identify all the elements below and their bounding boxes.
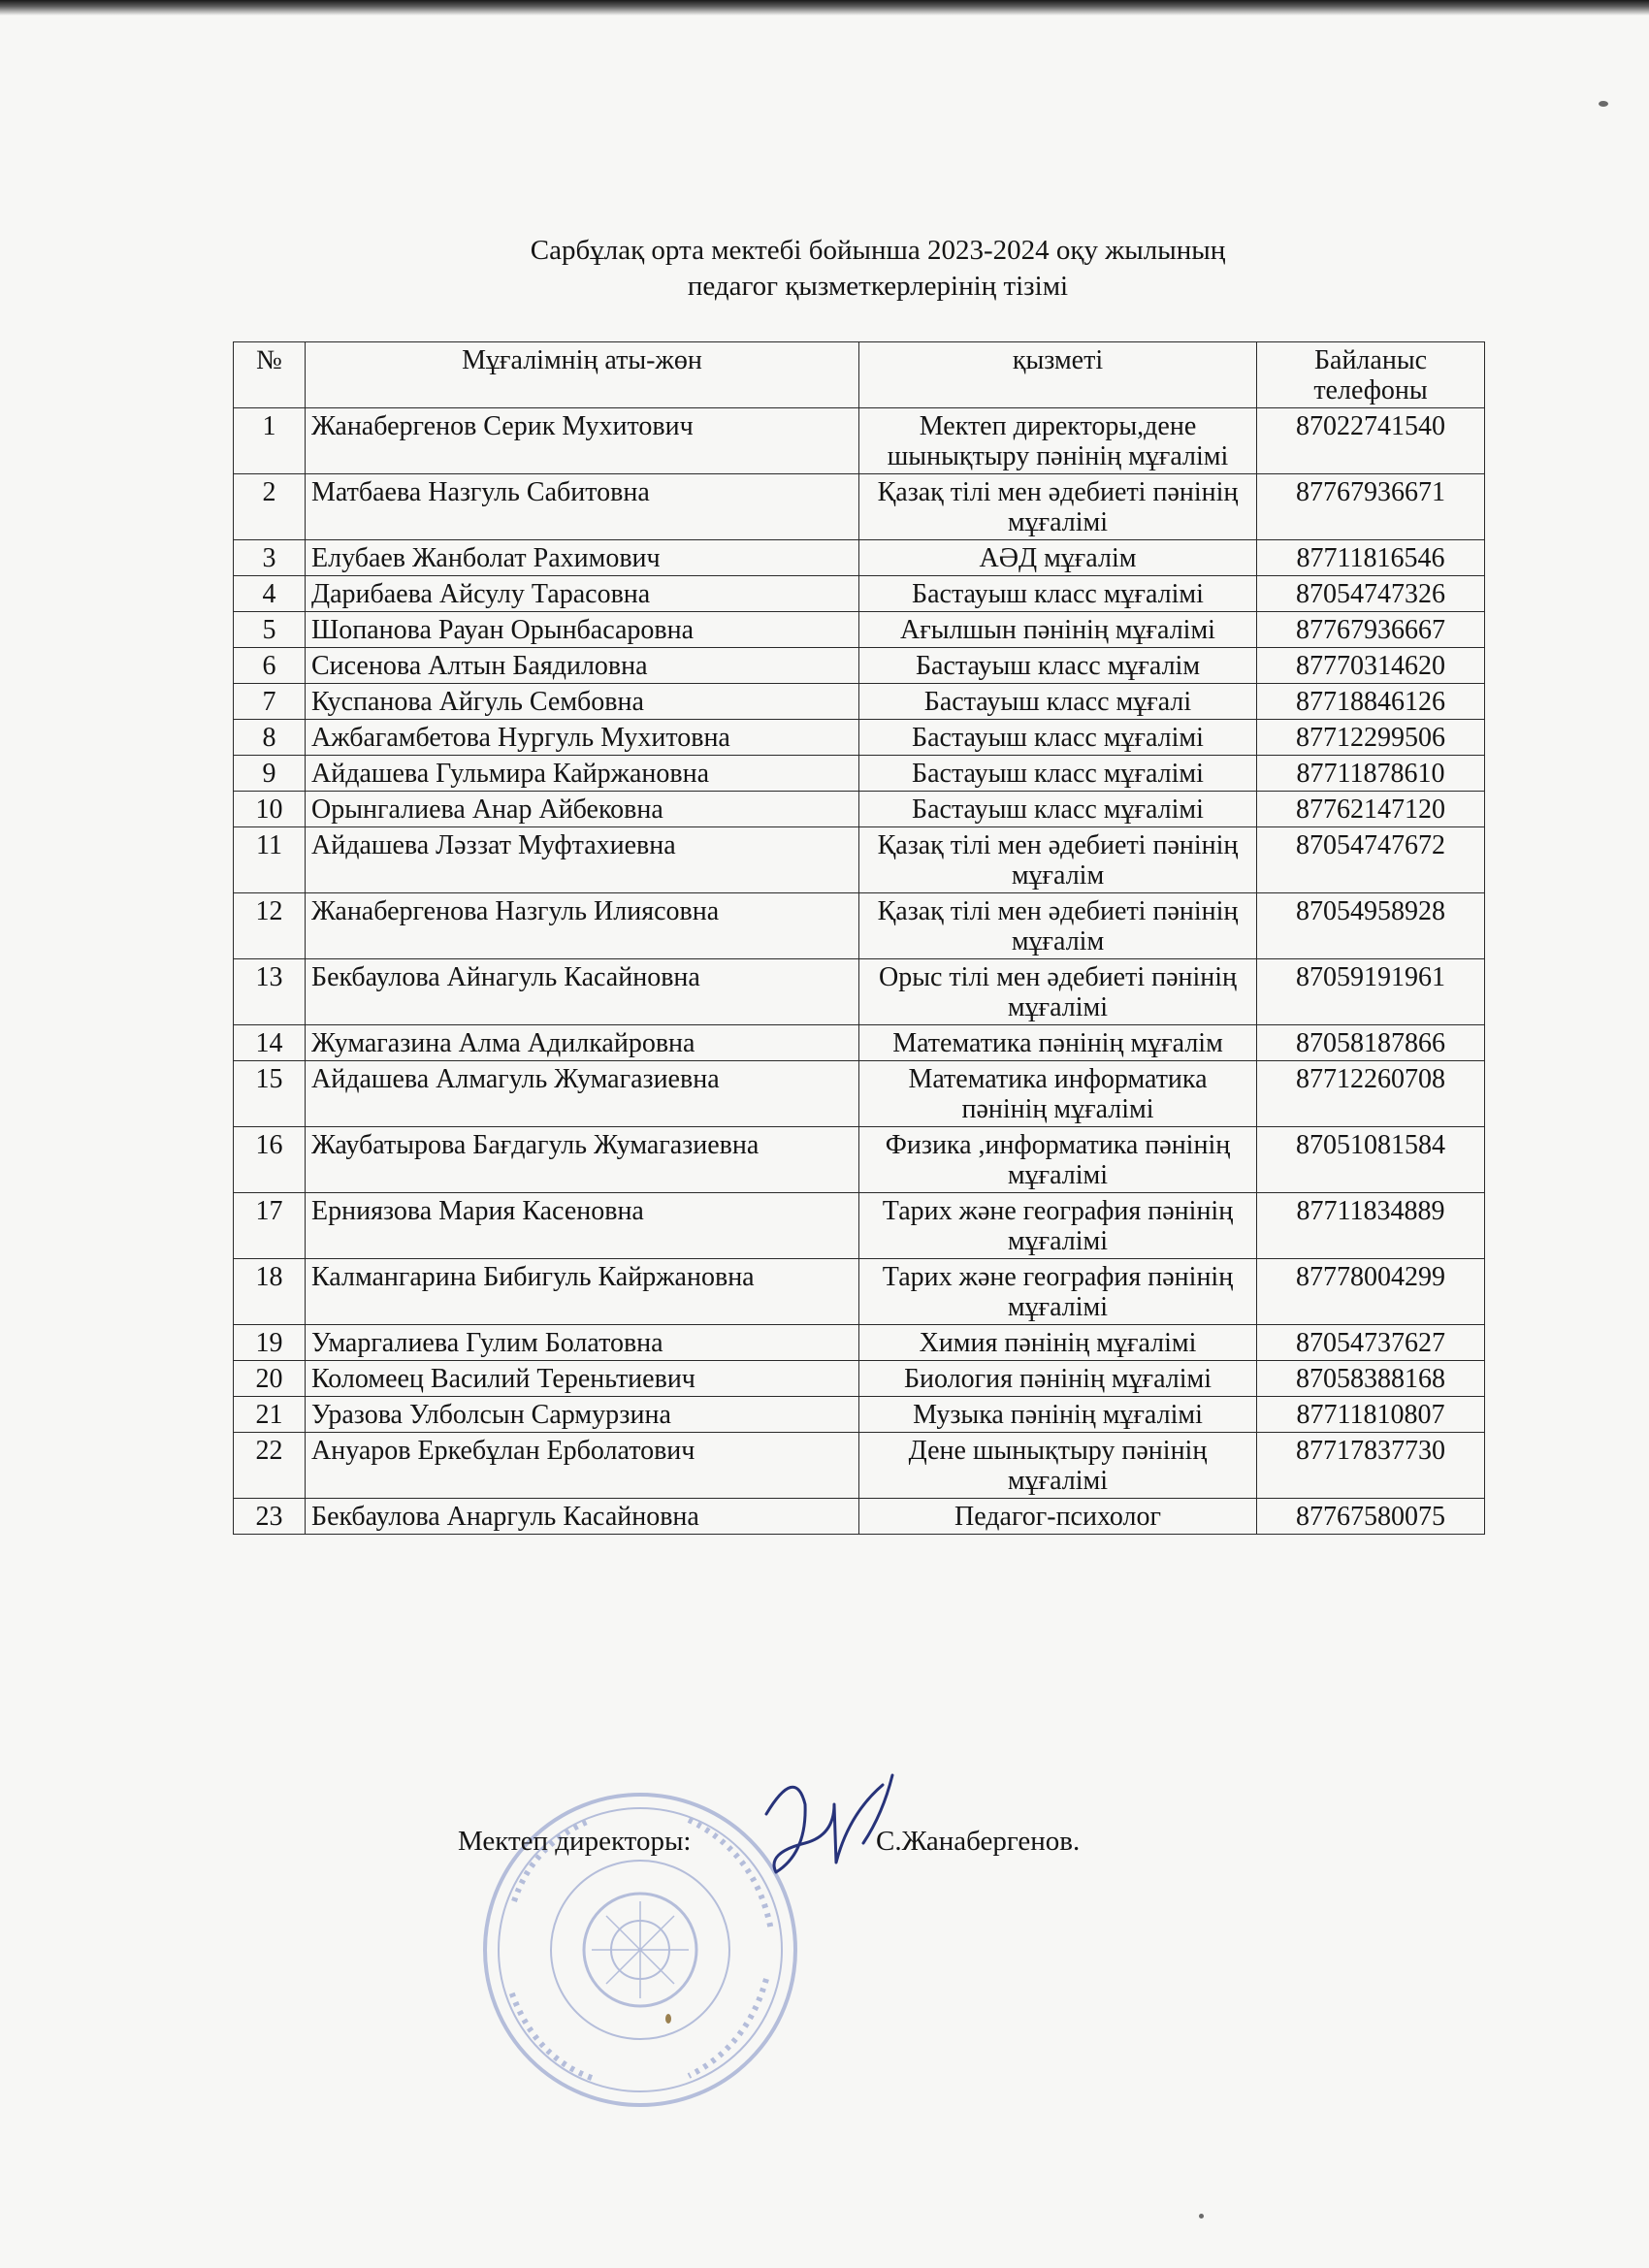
- row-position: Қазақ тілі мен әдебиеті пәнінің мұғалім: [859, 893, 1257, 959]
- row-position: Педагог-психолог: [859, 1499, 1257, 1535]
- row-number: 3: [234, 540, 306, 576]
- row-phone: 87711834889: [1257, 1193, 1485, 1259]
- table-row: [234, 408, 1485, 474]
- row-teacher-name: Жумагазина Алма Адилкайровна: [306, 1025, 859, 1061]
- row-phone: 87711816546: [1257, 540, 1485, 576]
- row-position: Бастауыш класс мұғалімі: [859, 756, 1257, 792]
- row-teacher-name: Коломеец Василий Тереньтиевич: [306, 1361, 859, 1397]
- row-number: 12: [234, 893, 306, 959]
- row-position: Бастауыш класс мұғалім: [859, 648, 1257, 684]
- row-phone: 87778004299: [1257, 1259, 1485, 1325]
- row-position: Дене шынықтыру пәнінің мұғалімі: [859, 1433, 1257, 1499]
- row-phone: 87054958928: [1257, 893, 1485, 959]
- row-teacher-name: Айдашева Гульмира Кайржановна: [306, 756, 859, 792]
- row-number: 8: [234, 720, 306, 756]
- row-phone: 87718846126: [1257, 684, 1485, 720]
- row-position: Музыка пәнінің мұғалімі: [859, 1397, 1257, 1433]
- row-number: 21: [234, 1397, 306, 1433]
- row-phone: 87767580075: [1257, 1499, 1485, 1535]
- row-phone: 87059191961: [1257, 959, 1485, 1025]
- row-teacher-name: Айдашева Ләззат Муфтахиевна: [306, 827, 859, 893]
- row-number: 9: [234, 756, 306, 792]
- row-phone: 87767936671: [1257, 474, 1485, 540]
- document-title: [0, 233, 1649, 305]
- scan-speck: [665, 2014, 671, 2024]
- row-position: Тарих және география пәнінің мұғалімі: [859, 1193, 1257, 1259]
- row-phone: 87711810807: [1257, 1397, 1485, 1433]
- table-row: [234, 1325, 1485, 1361]
- table-row: [234, 684, 1485, 720]
- row-number: 20: [234, 1361, 306, 1397]
- table-row: [234, 1061, 1485, 1127]
- row-number: 19: [234, 1325, 306, 1361]
- row-teacher-name: Ажбагамбетова Нургуль Мухитовна: [306, 720, 859, 756]
- row-number: 15: [234, 1061, 306, 1127]
- row-phone: 87717837730: [1257, 1433, 1485, 1499]
- table-row: [234, 756, 1485, 792]
- row-position: Бастауыш класс мұғалімі: [859, 792, 1257, 827]
- row-phone: 87054737627: [1257, 1325, 1485, 1361]
- row-teacher-name: Шопанова Рауан Орынбасаровна: [306, 612, 859, 648]
- row-teacher-name: Умаргалиева Гулим Болатовна: [306, 1325, 859, 1361]
- row-position: Биология пәнінің мұғалімі: [859, 1361, 1257, 1397]
- row-teacher-name: Уразова Улболсын Сармурзина: [306, 1397, 859, 1433]
- row-phone: 87054747326: [1257, 576, 1485, 612]
- row-phone: 87770314620: [1257, 648, 1485, 684]
- table-row: [234, 648, 1485, 684]
- staff-table: [233, 341, 1485, 1535]
- table-row: [234, 1433, 1485, 1499]
- director-label: Мектеп директоры:: [458, 1826, 692, 1857]
- header-phone: Байланыс телефоны: [1257, 342, 1485, 408]
- row-position: Математика пәнінің мұғалім: [859, 1025, 1257, 1061]
- table-row: [234, 576, 1485, 612]
- row-position: АӘД мұғалім: [859, 540, 1257, 576]
- row-phone: 87711878610: [1257, 756, 1485, 792]
- row-number: 7: [234, 684, 306, 720]
- row-position: Математика информатика пәнінің мұғалімі: [859, 1061, 1257, 1127]
- row-teacher-name: Айдашева Алмагуль Жумагазиевна: [306, 1061, 859, 1127]
- table-row: [234, 1025, 1485, 1061]
- row-phone: 87712299506: [1257, 720, 1485, 756]
- director-name: С.Жанабергенов.: [876, 1826, 1081, 1857]
- row-number: 10: [234, 792, 306, 827]
- table-body: [234, 408, 1485, 1535]
- table-row: [234, 1259, 1485, 1325]
- scan-speck: [1599, 101, 1608, 107]
- table-row: [234, 1361, 1485, 1397]
- row-teacher-name: Жанабергенов Серик Мухитович: [306, 408, 859, 474]
- row-phone: 87022741540: [1257, 408, 1485, 474]
- row-number: 16: [234, 1127, 306, 1193]
- row-teacher-name: Бекбаулова Айнагуль Касайновна: [306, 959, 859, 1025]
- row-number: 23: [234, 1499, 306, 1535]
- table-row: [234, 1127, 1485, 1193]
- row-position: Химия пәнінің мұғалімі: [859, 1325, 1257, 1361]
- table-row: [234, 1397, 1485, 1433]
- row-number: 22: [234, 1433, 306, 1499]
- scan-top-edge: [0, 0, 1649, 16]
- table-row: [234, 612, 1485, 648]
- row-teacher-name: Елубаев Жанболат Рахимович: [306, 540, 859, 576]
- table-row: [234, 893, 1485, 959]
- row-position: Бастауыш класс мұғалімі: [859, 576, 1257, 612]
- table-row: [234, 474, 1485, 540]
- row-number: 1: [234, 408, 306, 474]
- row-number: 2: [234, 474, 306, 540]
- row-number: 17: [234, 1193, 306, 1259]
- row-teacher-name: Куспанова Айгуль Сембовна: [306, 684, 859, 720]
- title-line-1: Сарбұлақ орта мектебі бойынша 2023-2024 оқу жылының: [530, 235, 1226, 266]
- row-phone: 87058187866: [1257, 1025, 1485, 1061]
- row-phone: 87712260708: [1257, 1061, 1485, 1127]
- row-teacher-name: Ерниязова Мария Касеновна: [306, 1193, 859, 1259]
- row-position: Мектеп директоры,дене шынықтыру пәнінің мұғалімі: [859, 408, 1257, 474]
- row-position: Орыс тілі мен әдебиеті пәнінің мұғалімі: [859, 959, 1257, 1025]
- row-phone: 87054747672: [1257, 827, 1485, 893]
- table-row: [234, 540, 1485, 576]
- row-number: 18: [234, 1259, 306, 1325]
- table-row: [234, 827, 1485, 893]
- row-teacher-name: Бекбаулова Анаргуль Касайновна: [306, 1499, 859, 1535]
- title-line-2: педагог қызметкерлерінің тізімі: [687, 271, 1069, 302]
- row-position: Бастауыш класс мұғалімі: [859, 720, 1257, 756]
- row-position: Қазақ тілі мен әдебиеті пәнінің мұғалім: [859, 827, 1257, 893]
- row-position: Ағылшын пәнінің мұғалімі: [859, 612, 1257, 648]
- row-teacher-name: Калмангарина Бибигуль Кайржановна: [306, 1259, 859, 1325]
- table-header-row: [234, 342, 1485, 408]
- table-row: [234, 1193, 1485, 1259]
- header-number: №: [234, 342, 306, 408]
- row-number: 6: [234, 648, 306, 684]
- row-number: 5: [234, 612, 306, 648]
- row-phone: 87762147120: [1257, 792, 1485, 827]
- scan-speck: [1199, 2214, 1204, 2219]
- header-position: қызметі: [859, 342, 1257, 408]
- row-position: Қазақ тілі мен әдебиеті пәнінің мұғалімі: [859, 474, 1257, 540]
- row-phone: 87767936667: [1257, 612, 1485, 648]
- row-teacher-name: Дарибаева Айсулу Тарасовна: [306, 576, 859, 612]
- row-number: 14: [234, 1025, 306, 1061]
- row-teacher-name: Жанабергенова Назгуль Илиясовна: [306, 893, 859, 959]
- row-position: Физика ,информатика пәнінің мұғалімі: [859, 1127, 1257, 1193]
- row-number: 11: [234, 827, 306, 893]
- row-teacher-name: Орынгалиева Анар Айбековна: [306, 792, 859, 827]
- table-row: [234, 1499, 1485, 1535]
- header-name: Мұғалімнің аты-жөн: [306, 342, 859, 408]
- row-teacher-name: Ануаров Еркебұлан Ерболатович: [306, 1433, 859, 1499]
- row-number: 13: [234, 959, 306, 1025]
- row-position: Тарих және география пәнінің мұғалімі: [859, 1259, 1257, 1325]
- table-row: [234, 720, 1485, 756]
- row-phone: 87051081584: [1257, 1127, 1485, 1193]
- row-phone: 87058388168: [1257, 1361, 1485, 1397]
- table-row: [234, 959, 1485, 1025]
- row-position: Бастауыш класс мұғалі: [859, 684, 1257, 720]
- row-teacher-name: Жаубатырова Бағдагуль Жумагазиевна: [306, 1127, 859, 1193]
- row-teacher-name: Сисенова Алтын Баядиловна: [306, 648, 859, 684]
- row-teacher-name: Матбаева Назгуль Сабитовна: [306, 474, 859, 540]
- table-row: [234, 792, 1485, 827]
- row-number: 4: [234, 576, 306, 612]
